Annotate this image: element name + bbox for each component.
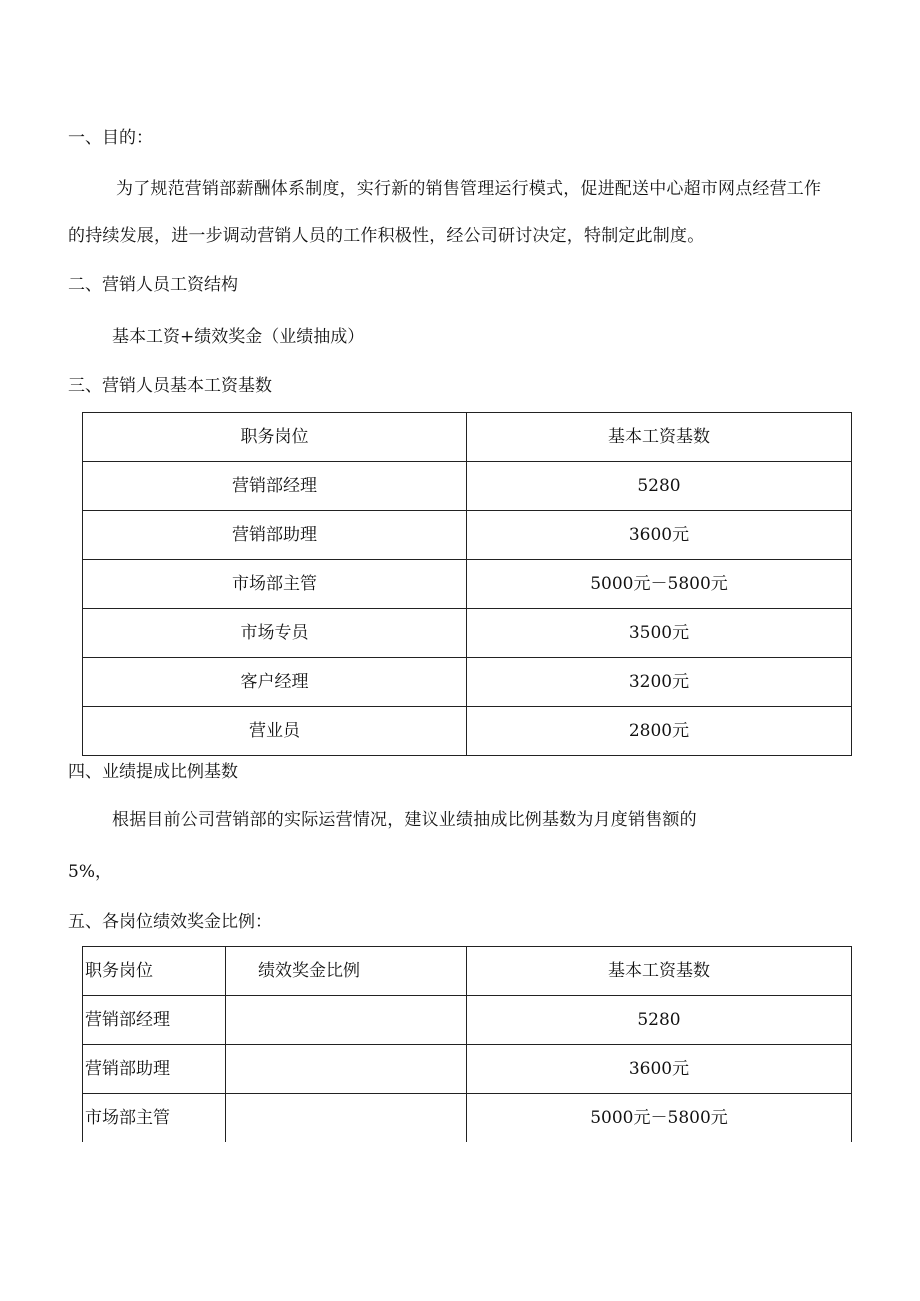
cell-position: 营业员 xyxy=(83,707,467,756)
table-row xyxy=(83,609,852,658)
cell-position: 营销部经理 xyxy=(83,996,226,1045)
section-2-heading: 二、营销人员工资结构 xyxy=(68,275,238,295)
table-row xyxy=(83,511,852,560)
cell-position: 客户经理 xyxy=(83,658,467,707)
table-header-row xyxy=(83,947,852,996)
cell-base-salary: 5000元－5800元 xyxy=(467,1094,852,1143)
bonus-ratio-table xyxy=(82,946,852,1142)
table-row xyxy=(83,707,852,756)
cell-bonus-ratio xyxy=(226,1094,467,1143)
section-1-heading: 一、目的： xyxy=(68,128,153,148)
cell-position: 营销部经理 xyxy=(83,462,467,511)
cell-base-salary: 5280 xyxy=(467,996,852,1045)
cell-base-salary: 3600元 xyxy=(467,1045,852,1094)
section-2-body: 基本工资+绩效奖金（业绩抽成） xyxy=(112,327,365,347)
table-row xyxy=(83,658,852,707)
section-1-paragraph-line-1: 为了规范营销部薪酬体系制度，实行新的销售管理运行模式，促进配送中心超市网点经营工作 xyxy=(116,179,822,199)
cell-base-salary: 3600元 xyxy=(467,511,852,560)
section-4-paragraph-line-2: 5%， xyxy=(68,862,112,882)
cell-position: 市场专员 xyxy=(83,609,467,658)
cell-base-salary: 3200元 xyxy=(467,658,852,707)
header-position: 职务岗位 xyxy=(83,947,226,996)
table-row xyxy=(83,1045,852,1094)
cell-base-salary: 2800元 xyxy=(467,707,852,756)
cell-position: 市场部主管 xyxy=(83,1094,226,1143)
cell-base-salary: 5000元－5800元 xyxy=(467,560,852,609)
table-header-row xyxy=(83,413,852,462)
table-row xyxy=(83,1094,852,1143)
cell-position: 营销部助理 xyxy=(83,511,467,560)
section-3-heading: 三、营销人员基本工资基数 xyxy=(68,376,272,396)
table-row xyxy=(83,462,852,511)
section-1-paragraph-line-2: 的持续发展，进一步调动营销人员的工作积极性，经公司研讨决定，特制定此制度。 xyxy=(68,226,705,246)
cell-position: 市场部主管 xyxy=(83,560,467,609)
section-4-paragraph-line-1: 根据目前公司营销部的实际运营情况，建议业绩抽成比例基数为月度销售额的 xyxy=(112,810,697,830)
cell-base-salary: 5280 xyxy=(467,462,852,511)
cell-bonus-ratio xyxy=(226,1045,467,1094)
header-position: 职务岗位 xyxy=(83,413,467,462)
section-4-heading: 四、业绩提成比例基数 xyxy=(68,762,238,782)
header-bonus-ratio: 绩效奖金比例 xyxy=(226,947,467,996)
cell-bonus-ratio xyxy=(226,996,467,1045)
table-row xyxy=(83,996,852,1045)
table-row xyxy=(83,560,852,609)
cell-position: 营销部助理 xyxy=(83,1045,226,1094)
cell-base-salary: 3500元 xyxy=(467,609,852,658)
header-base-salary: 基本工资基数 xyxy=(467,413,852,462)
section-5-heading: 五、各岗位绩效奖金比例： xyxy=(68,912,272,932)
header-base-salary: 基本工资基数 xyxy=(467,947,852,996)
base-salary-table xyxy=(82,412,852,756)
